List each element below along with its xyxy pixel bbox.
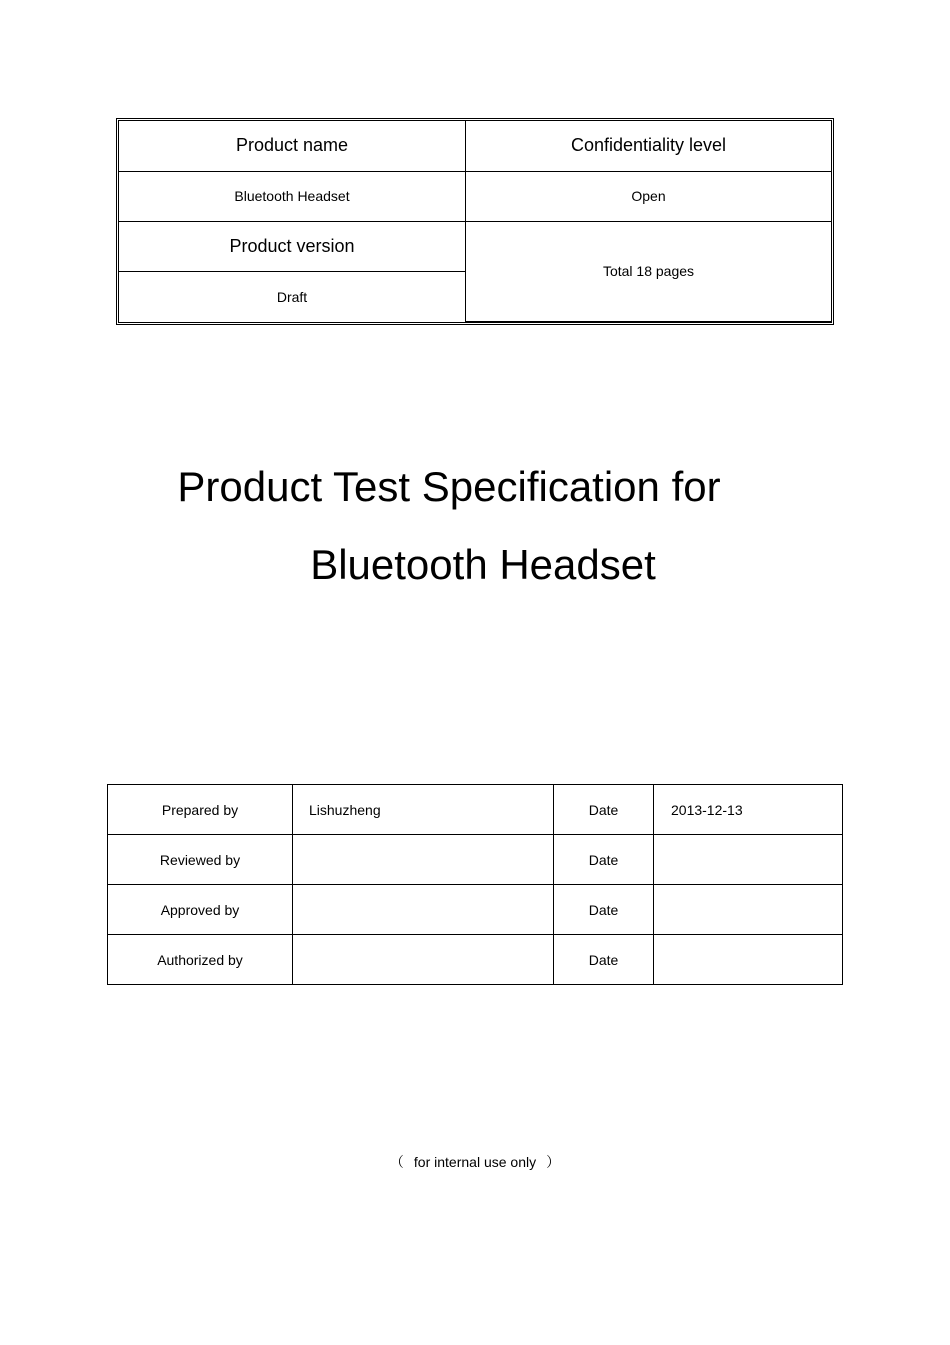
date-value-cell [654, 935, 843, 985]
internal-use-note [0, 1152, 950, 1172]
product-name-value: Bluetooth Headset [119, 171, 466, 221]
date-label-cell: Date [554, 785, 654, 835]
product-name-label: Product name [119, 121, 466, 171]
table-row [108, 885, 843, 935]
date-value-cell [654, 835, 843, 885]
approval-table [107, 784, 843, 985]
role-cell: Prepared by [108, 785, 293, 835]
document-title [0, 448, 950, 604]
confidentiality-level-value: Open [466, 171, 832, 221]
product-version-label: Product version [119, 221, 466, 271]
document-info-grid [119, 121, 831, 322]
name-cell [293, 935, 554, 985]
role-cell: Approved by [108, 885, 293, 935]
date-value-cell: 2013-12-13 [654, 785, 843, 835]
date-label-cell: Date [554, 935, 654, 985]
product-version-value: Draft [119, 271, 466, 321]
table-row [108, 785, 843, 835]
close-parenthesis: ） [546, 1154, 561, 1170]
date-label-cell: Date [554, 885, 654, 935]
date-label-cell: Date [554, 835, 654, 885]
confidentiality-level-label: Confidentiality level [466, 121, 832, 171]
document-info-table [116, 118, 834, 325]
date-value-cell [654, 885, 843, 935]
total-pages: Total 18 pages [466, 221, 832, 321]
document-title-line-1: Product Test Specification for [177, 463, 721, 510]
name-cell: Lishuzheng [293, 785, 554, 835]
table-row [108, 835, 843, 885]
table-row [108, 935, 843, 985]
role-cell: Reviewed by [108, 835, 293, 885]
document-title-line-2: Bluetooth Headset [310, 541, 656, 588]
name-cell [293, 835, 554, 885]
name-cell [293, 885, 554, 935]
role-cell: Authorized by [108, 935, 293, 985]
open-parenthesis: （ [389, 1154, 404, 1170]
internal-use-text: for internal use only [413, 1154, 537, 1170]
